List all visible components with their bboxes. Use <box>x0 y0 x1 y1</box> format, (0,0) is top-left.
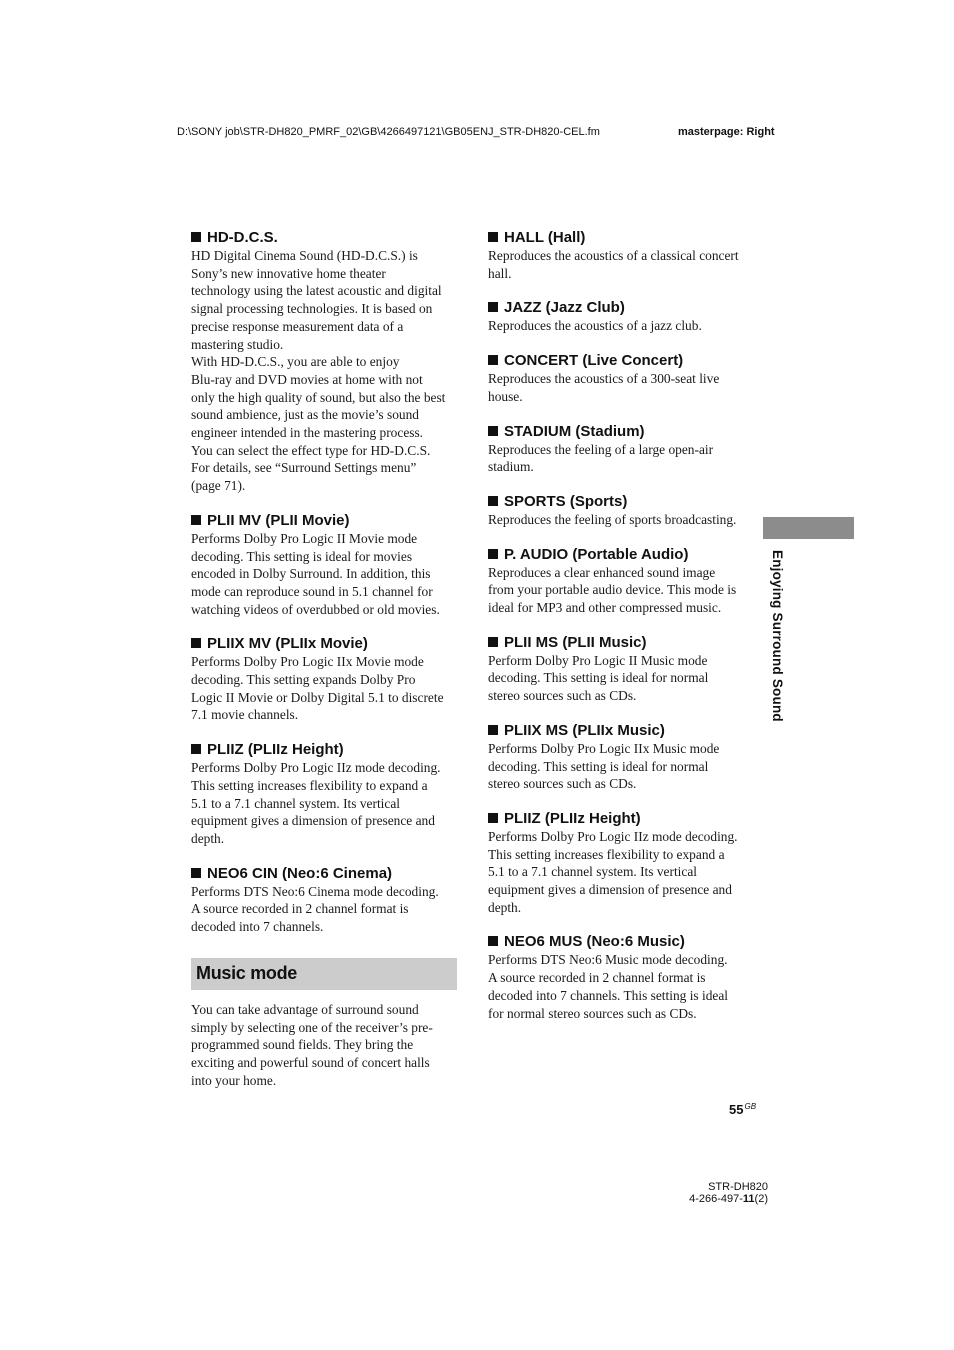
section-text: Reproduces the acoustics of a jazz club. <box>488 318 702 334</box>
footer-code: 4-266-497-11(2) <box>689 1193 768 1205</box>
section-title: PLII MV (PLII Movie) <box>207 511 350 529</box>
section-text: Reproduces a clear enhanced sound image from your portable audio device. This mode is ideal for MP3 and other compressed music. <box>488 564 737 616</box>
section-plii-mv <box>191 512 461 619</box>
page-number <box>729 1102 756 1117</box>
section-neo6-mus <box>488 933 758 1022</box>
square-bullet-icon <box>191 868 201 878</box>
section-title: PLIIZ (PLIIz Height) <box>504 809 641 827</box>
section-neo6-cin <box>191 865 461 936</box>
section-text: Performs DTS Neo:6 Music mode decoding. A source recorded in 2 channel format is decoded into 7 channels. This setting is ideal for normal stereo sources such as CDs. <box>488 952 728 1021</box>
section-concert <box>488 352 758 405</box>
music-mode-heading: Music mode <box>191 958 457 990</box>
music-mode-intro: You can take advantage of surround sound simply by selecting one of the receiver’s pre- programmed sound fields. They bring the exciting and powerful sound of concert halls into your home. <box>191 1001 433 1088</box>
chapter-tab-marker <box>763 517 854 539</box>
section-text: Performs Dolby Pro Logic II Movie mode decoding. This setting is ideal for movies encoded in Dolby Surround. In addition, this mode can reproduce sound in 5.1 channel for watching videos of overdubbed or old movies. <box>191 530 440 617</box>
section-text: HD Digital Cinema Sound (HD-D.C.S.) is Sony’s new innovative home theater technology using the latest acoustic and digital signal processing technologies. It is based on precise response measurement data of a mastering studio. With HD-D.C.S., you are able to enjoy Blu-ray and DVD movies at home with not only the high quality of sound, but also the best sound ambience, just as the movie’s sound engineer intended in the mastering process. You can select the effect type for HD-D.C.S. For details, see “Surround Settings menu” (page 71). <box>191 248 446 494</box>
square-bullet-icon <box>191 515 201 525</box>
section-title: SPORTS (Sports) <box>504 492 628 510</box>
square-bullet-icon <box>488 355 498 365</box>
section-text: Performs DTS Neo:6 Cinema mode decoding. A source recorded in 2 channel format is decoded into 7 channels. <box>191 883 439 935</box>
section-title: JAZZ (Jazz Club) <box>504 299 625 317</box>
section-pliix-ms <box>488 722 758 793</box>
masterpage-label: masterpage: Right <box>678 126 775 138</box>
section-title: HD-D.C.S. <box>207 229 278 246</box>
section-pliix-mv <box>191 635 461 724</box>
section-title: PLII MS (PLII Music) <box>504 633 647 651</box>
section-text: Performs Dolby Pro Logic IIx Movie mode decoding. This setting expands Dolby Pro Logic II Movie or Dolby Digital 5.1 to discrete 7.1 movie channels. <box>191 654 444 723</box>
square-bullet-icon <box>488 936 498 946</box>
square-bullet-icon <box>488 725 498 735</box>
square-bullet-icon <box>488 302 498 312</box>
section-sports <box>488 493 758 529</box>
section-title: STADIUM (Stadium) <box>504 422 645 440</box>
square-bullet-icon <box>488 496 498 506</box>
square-bullet-icon <box>191 744 201 754</box>
square-bullet-icon <box>488 813 498 823</box>
section-text: Performs Dolby Pro Logic IIz mode decoding. This setting increases flexibility to expand a 5.1 to a 7.1 channel system. Its vertical equipment gives a dimension of presence and depth. <box>488 828 738 915</box>
section-stadium <box>488 423 758 476</box>
section-jazz <box>488 299 758 335</box>
section-title: NEO6 CIN (Neo:6 Cinema) <box>207 864 393 882</box>
page-number-suffix: GB <box>744 1102 757 1111</box>
section-title: PLIIX MV (PLIIx Movie) <box>207 635 368 653</box>
section-title: CONCERT (Live Concert) <box>504 352 684 370</box>
section-p-audio <box>488 546 758 617</box>
section-text: Perform Dolby Pro Logic II Music mode decoding. This setting is ideal for normal stereo sources such as CDs. <box>488 652 709 704</box>
section-title: PLIIZ (PLIIz Height) <box>207 741 344 759</box>
section-text: Performs Dolby Pro Logic IIz mode decoding. This setting increases flexibility to expand a 5.1 to a 7.1 channel system. Its vertical equipment gives a dimension of presence and depth. <box>191 760 441 846</box>
square-bullet-icon <box>488 232 498 242</box>
section-text: Reproduces the feeling of a large open-air stadium. <box>488 441 714 475</box>
footer-model-info <box>689 1181 768 1205</box>
square-bullet-icon <box>488 549 498 559</box>
square-bullet-icon <box>488 637 498 647</box>
footer-model: STR-DH820 <box>708 1181 768 1193</box>
section-text: Performs Dolby Pro Logic IIx Music mode decoding. This setting is ideal for normal stereo sources such as CDs. <box>488 740 720 792</box>
chapter-tab-label: Enjoying Surround Sound <box>770 550 785 722</box>
section-text: Reproduces the acoustics of a 300-seat live house. <box>488 371 720 404</box>
section-text: Reproduces the acoustics of a classical concert hall. <box>488 248 739 281</box>
square-bullet-icon <box>191 638 201 648</box>
section-title: HALL (Hall) <box>504 229 586 246</box>
section-hd-dcs <box>191 229 461 495</box>
section-title: NEO6 MUS (Neo:6 Music) <box>504 933 685 951</box>
file-path-header: D:\SONY job\STR-DH820_PMRF_02\GB\4266497121\GB05ENJ_STR-DH820-CEL.fm <box>177 126 600 138</box>
page-number-value: 55 <box>729 1102 744 1117</box>
right-column <box>488 229 758 1022</box>
section-title: PLIIX MS (PLIIx Music) <box>504 721 665 739</box>
square-bullet-icon <box>191 232 201 242</box>
section-pliiz-height <box>488 810 758 917</box>
section-title: P. AUDIO (Portable Audio) <box>504 545 689 563</box>
section-pliiz <box>191 741 461 848</box>
square-bullet-icon <box>488 426 498 436</box>
section-hall <box>488 229 758 282</box>
section-text: Reproduces the feeling of sports broadcasting. <box>488 511 737 527</box>
section-plii-ms <box>488 634 758 705</box>
left-column <box>191 229 461 1089</box>
